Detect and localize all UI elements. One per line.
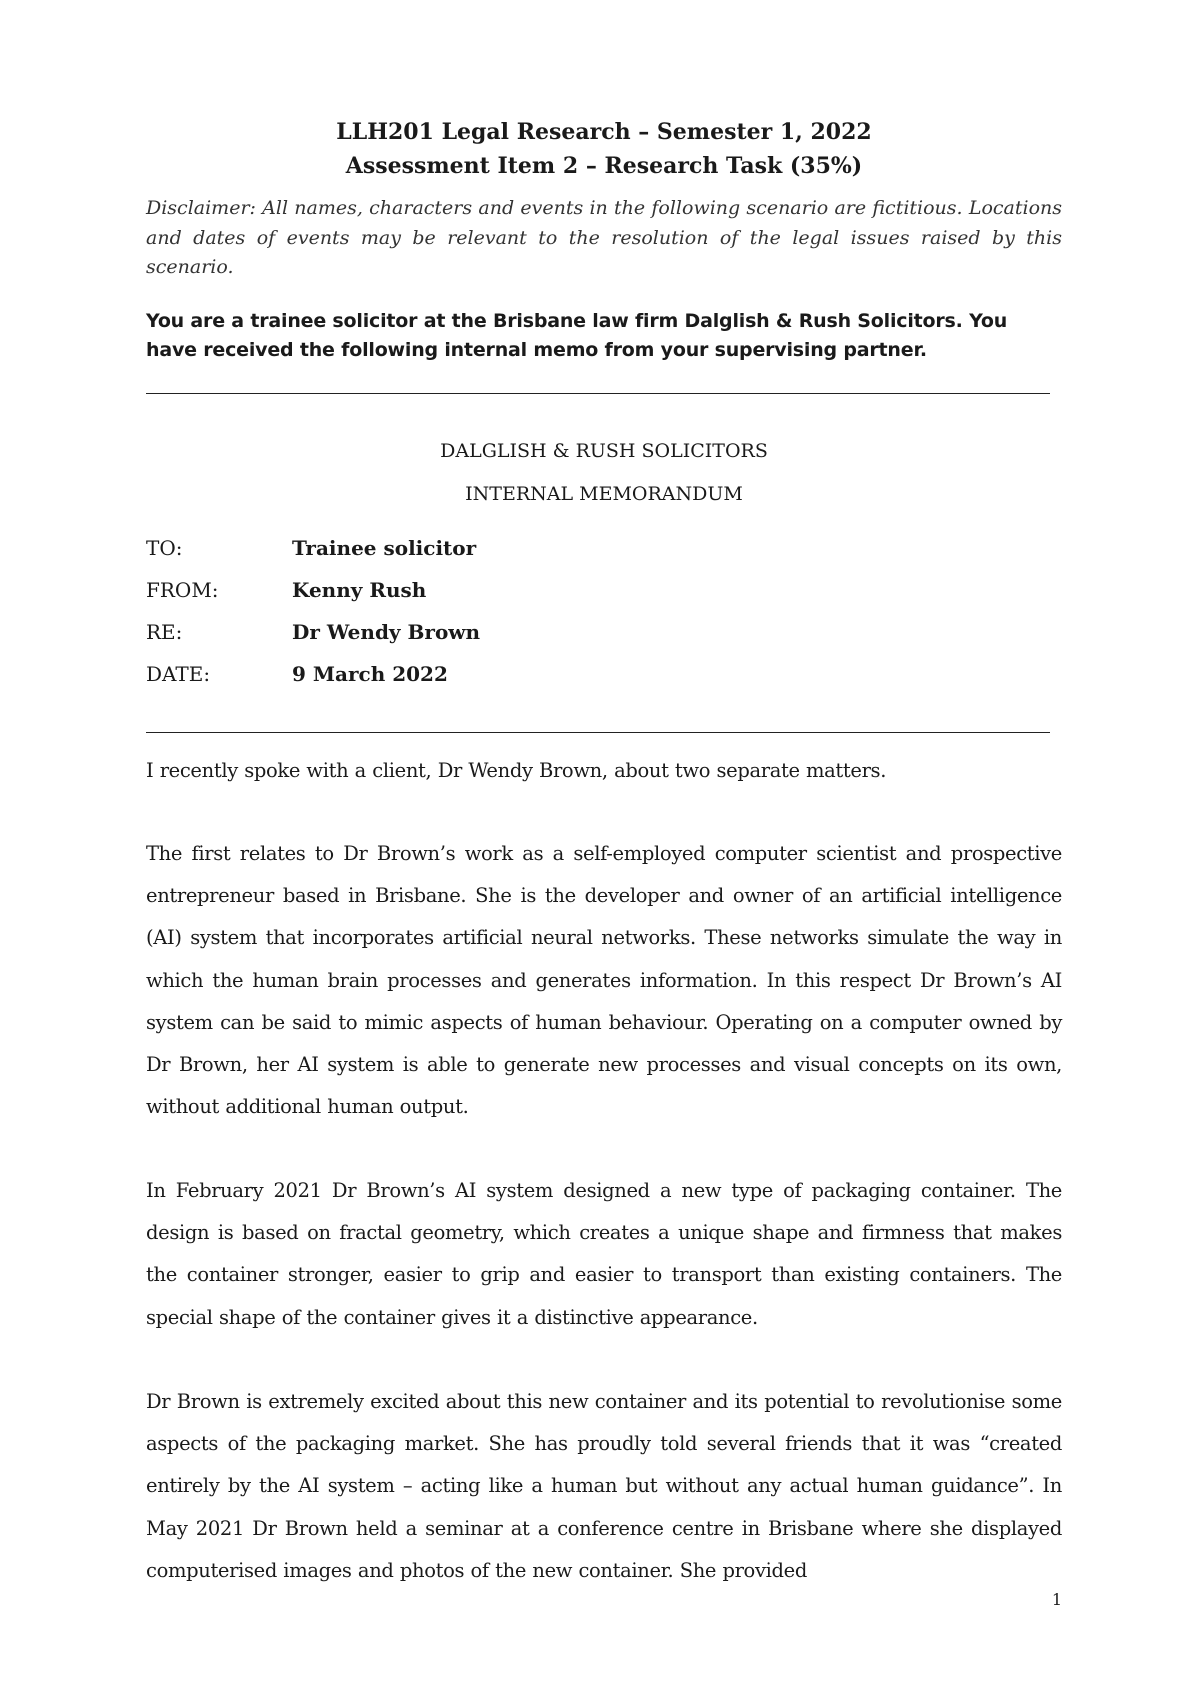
body-paragraph: The first relates to Dr Brown’s work as a self-employed computer scientist and prospective entrepreneur based in Brisbane. She is the developer and owner of an artificial intelligence (AI) system that incorporates artificial neural networks. These networks simulate the way in which the human brain processes and generates information. In this respect Dr Brown’s AI system can be said to mimic aspects of human behaviour. Operating on a computer owned by Dr Brown, her AI system is able to generate new processes and visual concepts on its own, without additional human output.: [146, 842, 1062, 1119]
memo-from-label: FROM:: [146, 578, 219, 602]
document-title: LLH201 Legal Research – Semester 1, 2022: [336, 119, 872, 145]
memo-to-value: Trainee solicitor: [292, 536, 477, 560]
memo-date-label: DATE:: [146, 662, 211, 686]
divider-bottom: [146, 732, 1050, 733]
memo-date-value: 9 March 2022: [292, 662, 448, 686]
body-paragraph: In February 2021 Dr Brown’s AI system designed a new type of packaging container. The design is based on fractal geometry, which creates a unique shape and firmness that makes the container stronger, easier to grip and easier to transport than existing containers. The special shape of the container gives it a distinctive appearance.: [146, 1179, 1062, 1329]
page-number: 1: [1051, 1590, 1062, 1609]
memo-from-value: Kenny Rush: [292, 578, 427, 602]
body-paragraph: I recently spoke with a client, Dr Wendy Brown, about two separate matters.: [146, 759, 887, 782]
memo-re-value: Dr Wendy Brown: [292, 620, 481, 644]
disclaimer-text: Disclaimer: All names, characters and events in the following scenario are fictitious. Locations and dates of events may be relevant to the resolution of the legal issues raised by this scenario.: [146, 197, 1062, 278]
divider-top: [146, 393, 1050, 394]
memo-heading: INTERNAL MEMORANDUM: [465, 483, 743, 505]
memo-re-label: RE:: [146, 620, 183, 644]
memo-firm-name: DALGLISH & RUSH SOLICITORS: [440, 440, 768, 462]
document-page: [146, 0, 1062, 1698]
memo-to-label: TO:: [146, 536, 183, 560]
intro-text: You are a trainee solicitor at the Brisbane law firm Dalglish & Rush Solicitors. You have received the following internal memo from your supervising partner.: [146, 310, 1008, 361]
body-paragraph: Dr Brown is extremely excited about this new container and its potential to revolutionise some aspects of the packaging market. She has proudly told several friends that it was “created entirely by the AI system – acting like a human but without any actual human guidance”. In May 2021 Dr Brown held a seminar at a conference centre in Brisbane where she displayed computerised images and photos of the new container. She provided: [146, 1390, 1062, 1582]
document-subtitle: Assessment Item 2 – Research Task (35%): [345, 153, 863, 179]
